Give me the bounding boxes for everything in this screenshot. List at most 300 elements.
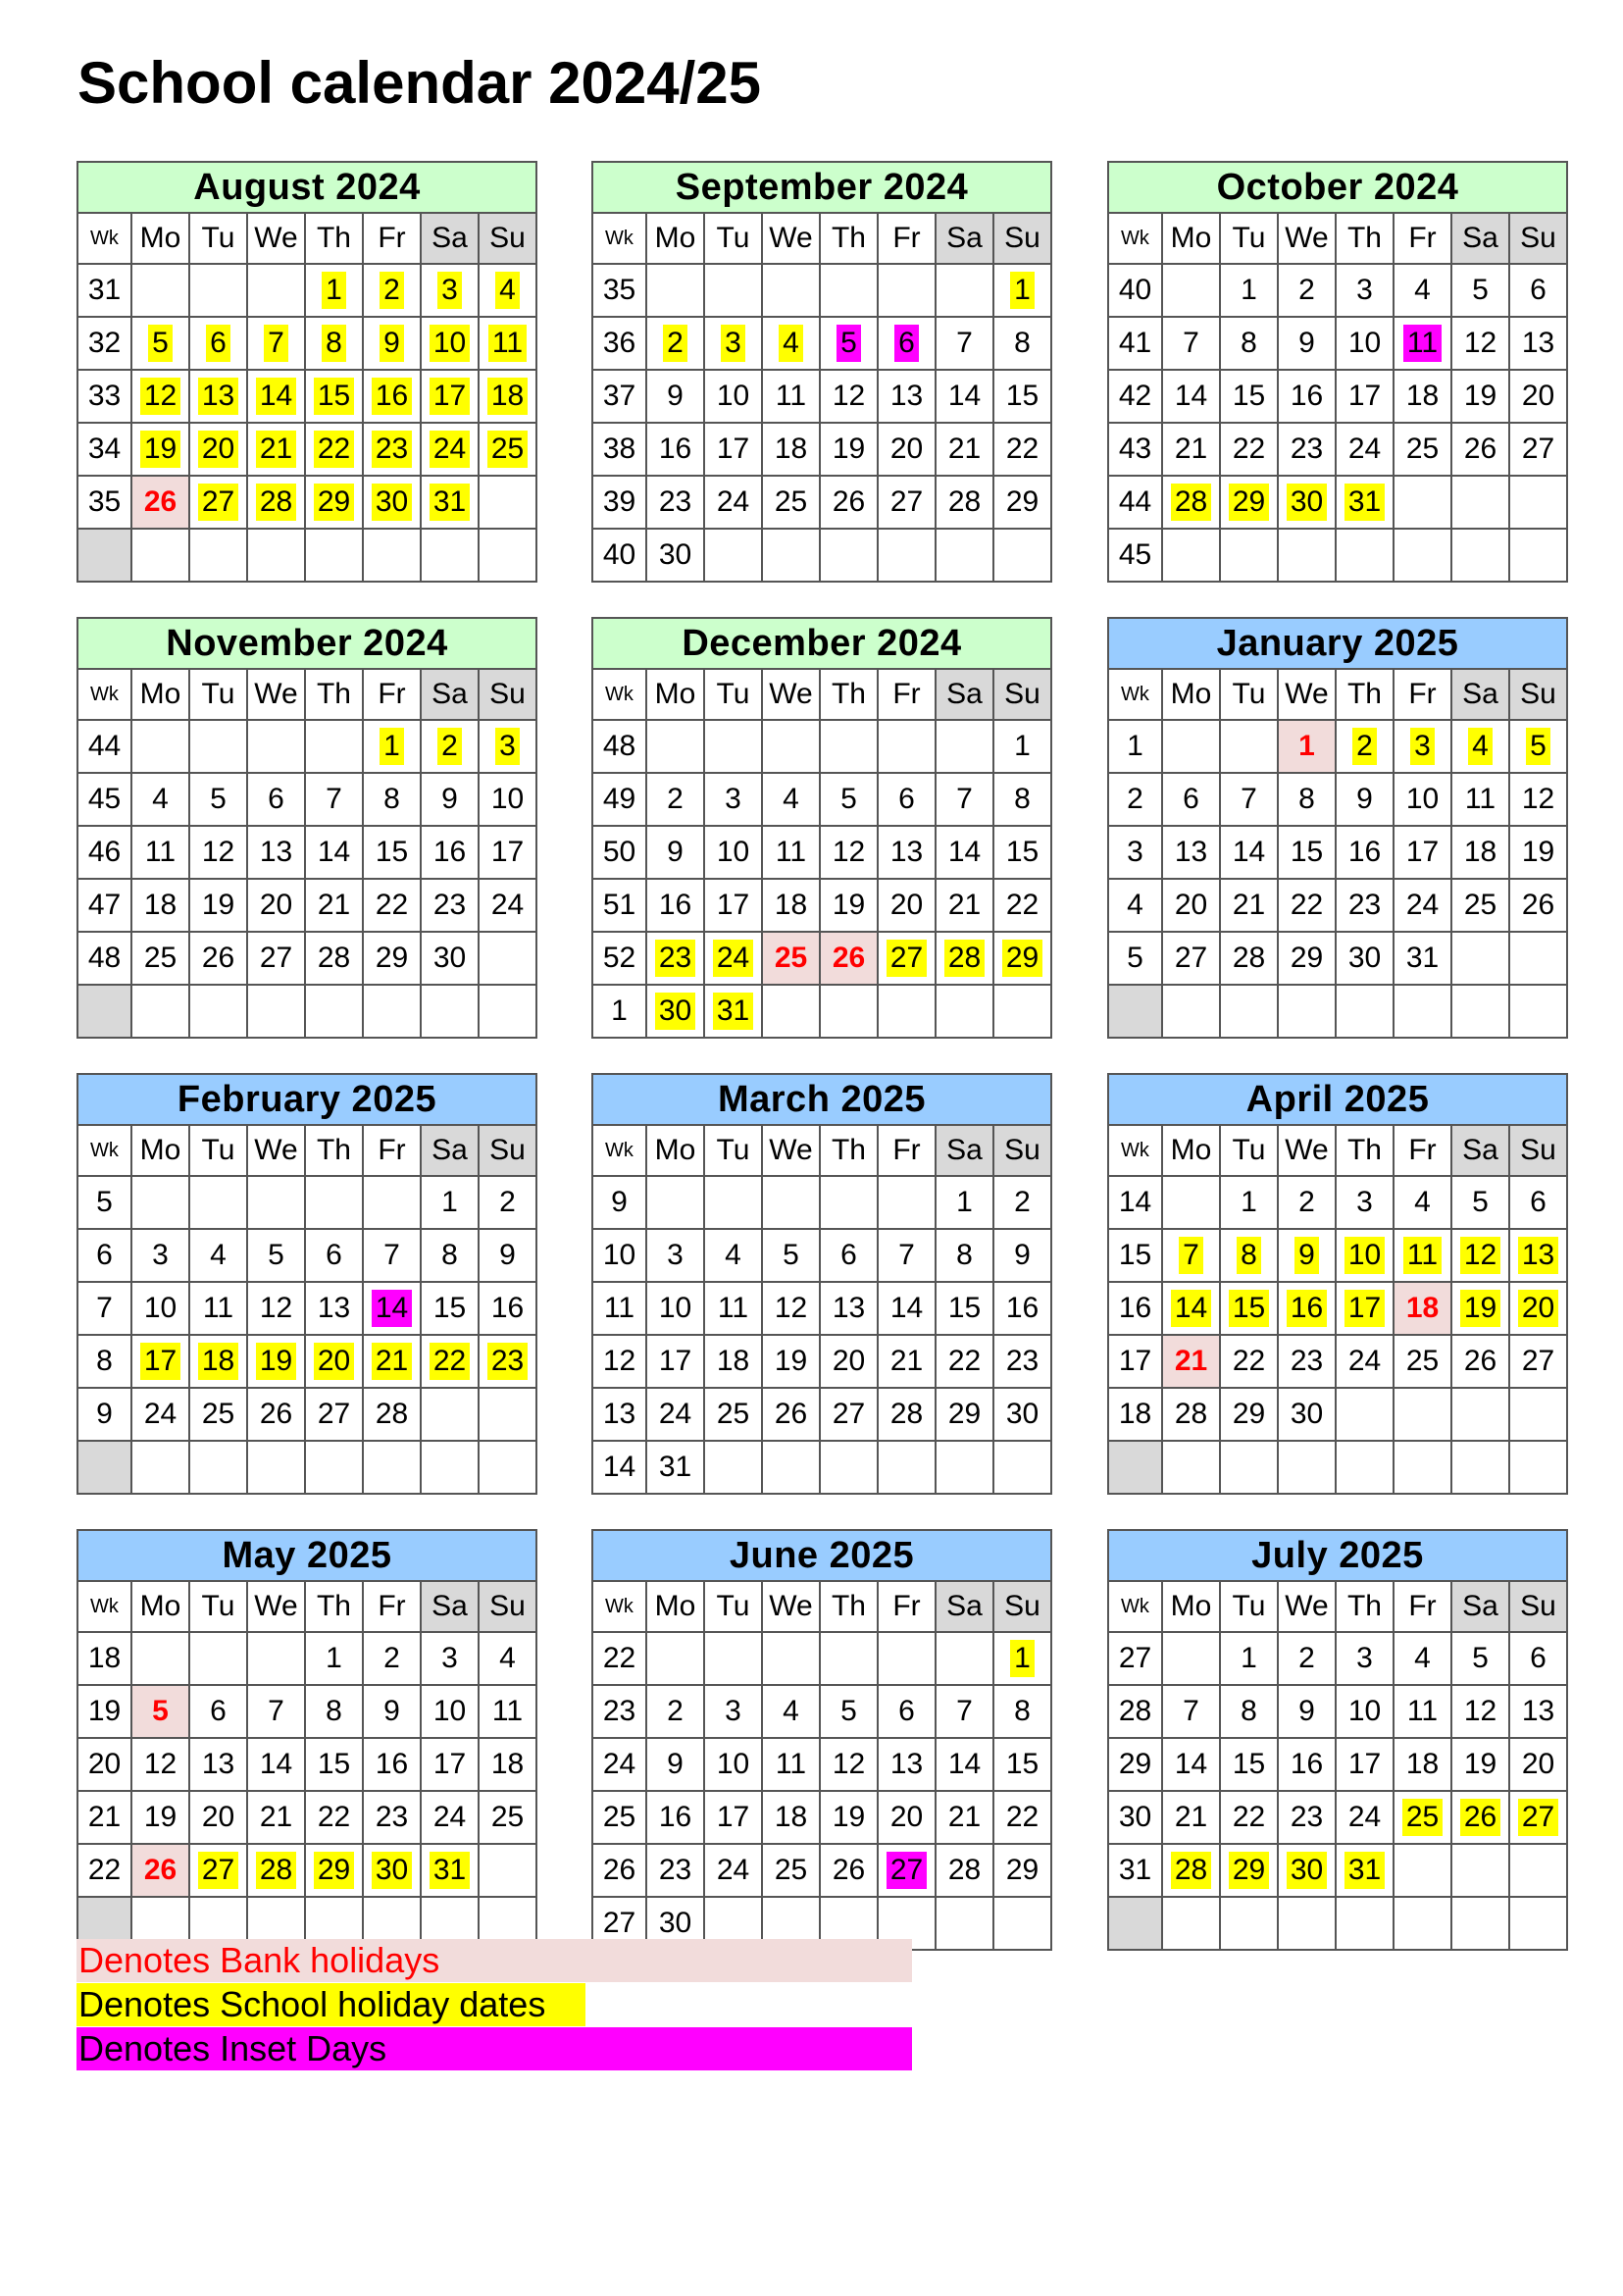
date: 5 [840,783,857,815]
day-cell [131,1335,189,1388]
day-header: We [1278,213,1336,264]
date: 30 [432,942,467,974]
day-cell [305,1335,363,1388]
day-header: Th [820,1125,878,1176]
day-cell [131,1282,189,1335]
day-cell [189,476,247,529]
day-cell [704,264,762,317]
day-cell [704,1229,762,1282]
day-cell [189,1738,247,1791]
day-cell [1451,476,1509,529]
date: 9 [499,1239,516,1271]
week-number: 25 [592,1791,646,1844]
date: 15 [317,1748,351,1780]
legend-school-holidays: Denotes School holiday dates [76,1983,585,2026]
day-header: Th [820,213,878,264]
week-row [77,1685,536,1738]
day-cell [1336,1441,1394,1494]
day-cell [363,1441,421,1494]
school-holiday-date: 16 [372,378,412,415]
week-number: 40 [1108,264,1162,317]
week-number: 15 [1108,1229,1162,1282]
date: 26 [1463,433,1497,465]
day-cell [1220,370,1278,423]
day-cell [479,1335,536,1388]
day-cell [1451,423,1509,476]
week-number: 45 [77,773,131,826]
school-holiday-date: 8 [322,325,346,362]
date: 18 [1463,836,1497,868]
day-cell [189,317,247,370]
day-cell [479,1282,536,1335]
week-row [592,1844,1051,1897]
day-cell [704,317,762,370]
day-cell [363,773,421,826]
day-cell [820,264,878,317]
day-cell [421,370,479,423]
day-cell [1278,529,1336,582]
day-cell [1394,1897,1451,1950]
day-cell [762,1441,820,1494]
day-cell [189,1685,247,1738]
date: 26 [832,1854,866,1886]
day-cell [1509,1685,1567,1738]
date: 23 [1005,1345,1040,1377]
day-cell [993,932,1051,985]
date: 16 [1005,1292,1040,1324]
day-header: We [762,1581,820,1632]
day-cell [247,1282,305,1335]
day-cell [646,773,704,826]
day-cell [1278,1685,1336,1738]
day-cell [363,476,421,529]
day-cell [993,423,1051,476]
day-cell [820,1176,878,1229]
day-cell [247,1685,305,1738]
date: 16 [1347,836,1382,868]
day-cell [646,476,704,529]
date: 27 [889,485,924,518]
date: 23 [1290,1801,1324,1833]
date: 27 [1521,1345,1555,1377]
month-november-2024 [76,617,537,1039]
week-row [77,317,536,370]
week-number: 31 [1108,1844,1162,1897]
day-cell [421,720,479,773]
week-row [592,720,1051,773]
week-row [592,264,1051,317]
day-cell [878,1282,936,1335]
date: 11 [717,1292,749,1324]
day-header: Fr [1394,213,1451,264]
month-may-2025 [76,1529,537,1951]
week-number: 9 [77,1388,131,1441]
day-cell [1509,317,1567,370]
day-cell [1394,476,1451,529]
day-cell [247,1229,305,1282]
day-cell [993,1844,1051,1897]
day-cell [936,1738,993,1791]
day-cell [762,1791,820,1844]
day-cell [479,1441,536,1494]
date: 4 [210,1239,227,1271]
day-cell [1394,1176,1451,1229]
school-holiday-date: 17 [430,378,470,415]
date: 19 [832,889,866,921]
day-cell [363,1738,421,1791]
day-cell [189,529,247,582]
day-header: Sa [421,669,479,720]
week-number: 22 [592,1632,646,1685]
week-number: 27 [592,1897,646,1950]
date: 11 [491,1695,524,1727]
day-cell [704,1685,762,1738]
date: 3 [1356,274,1373,306]
day-cell [1162,1685,1220,1738]
day-cell [820,476,878,529]
day-cell [1336,1685,1394,1738]
day-cell [762,1632,820,1685]
week-row [77,879,536,932]
date: 9 [1298,327,1315,359]
date: 25 [716,1398,750,1430]
date: 13 [889,836,924,868]
week-number: 20 [77,1738,131,1791]
day-cell [1162,932,1220,985]
date: 12 [1463,1695,1497,1727]
school-holiday-date: 11 [1403,1237,1442,1274]
day-cell [1336,370,1394,423]
date: 22 [1005,889,1040,921]
day-cell [363,1685,421,1738]
day-header: We [1278,1125,1336,1176]
day-cell [479,932,536,985]
day-cell [247,264,305,317]
day-cell [762,1176,820,1229]
date: 7 [956,783,973,815]
day-cell [1336,1844,1394,1897]
date: 23 [1347,889,1382,921]
date: 30 [1005,1398,1040,1430]
week-number: 26 [592,1844,646,1897]
day-cell [1220,317,1278,370]
day-cell [993,1388,1051,1441]
date: 25 [1405,1345,1440,1377]
week-row [592,985,1051,1038]
month-october-2024 [1107,161,1568,583]
week-row [592,1282,1051,1335]
day-cell [936,879,993,932]
day-cell [1162,476,1220,529]
bank-holiday-date: 5 [152,1695,169,1727]
day-cell [878,773,936,826]
school-holiday-date: 9 [1294,1237,1319,1274]
day-cell [421,826,479,879]
week-number: 24 [592,1738,646,1791]
school-holiday-date: 30 [655,993,695,1030]
day-cell [704,773,762,826]
date: 1 [1241,274,1257,306]
day-cell [247,879,305,932]
school-holiday-date: 12 [140,378,180,415]
day-cell [189,985,247,1038]
date: 12 [259,1292,293,1324]
date: 19 [774,1345,808,1377]
week-number: 49 [592,773,646,826]
day-cell [247,720,305,773]
date: 1 [1241,1186,1257,1218]
day-cell [878,1176,936,1229]
day-cell [1509,1282,1567,1335]
date: 20 [201,1801,235,1833]
school-holiday-date: 28 [256,1852,296,1889]
day-cell [363,1844,421,1897]
date: 22 [317,1801,351,1833]
day-cell [1451,1738,1509,1791]
date: 12 [1463,327,1497,359]
week-number: 41 [1108,317,1162,370]
day-cell [479,720,536,773]
day-cell [1220,1176,1278,1229]
week-number-header: Wk [77,213,131,264]
week-number: 6 [77,1229,131,1282]
date: 10 [1347,327,1382,359]
day-cell [1220,423,1278,476]
day-cell [1162,1335,1220,1388]
day-cell [131,1738,189,1791]
date: 3 [1356,1642,1373,1674]
day-cell [646,1176,704,1229]
date: 28 [375,1398,409,1430]
day-cell [1220,773,1278,826]
day-cell [189,826,247,879]
day-cell [878,1388,936,1441]
month-december-2024 [591,617,1052,1039]
day-cell [131,370,189,423]
week-row [1108,932,1567,985]
school-holiday-date: 15 [314,378,354,415]
school-holiday-date: 26 [1460,1799,1500,1836]
day-cell [762,932,820,985]
day-cell [131,1685,189,1738]
school-holiday-date: 22 [430,1343,470,1380]
date: 17 [716,889,750,921]
school-holiday-date: 24 [713,940,753,977]
day-header: Mo [131,1581,189,1632]
day-cell [1336,879,1394,932]
date: 22 [947,1345,982,1377]
day-cell [936,529,993,582]
date: 13 [201,1748,235,1780]
day-cell [189,1441,247,1494]
day-header: Tu [704,1125,762,1176]
date: 16 [658,889,692,921]
week-row [77,985,536,1038]
day-cell [421,1685,479,1738]
day-header: Fr [1394,1125,1451,1176]
date: 24 [1347,1345,1382,1377]
date: 14 [317,836,351,868]
day-cell [878,1335,936,1388]
school-holiday-date: 3 [437,272,462,309]
day-cell [421,1791,479,1844]
date: 5 [1472,1186,1489,1218]
day-cell [646,1844,704,1897]
date: 9 [383,1695,400,1727]
week-number: 8 [77,1335,131,1388]
date: 28 [947,1854,982,1886]
date: 22 [1232,1345,1266,1377]
day-cell [1451,264,1509,317]
day-cell [1336,1229,1394,1282]
day-cell [646,1229,704,1282]
school-holiday-date: 27 [198,484,238,521]
date: 7 [326,783,342,815]
date: 7 [383,1239,400,1271]
date: 6 [1530,1642,1547,1674]
day-cell [1220,1791,1278,1844]
day-header: Su [1509,669,1567,720]
day-header: Th [1336,1125,1394,1176]
date: 3 [725,783,741,815]
day-cell [1336,264,1394,317]
day-cell [421,476,479,529]
day-cell [1336,1738,1394,1791]
day-cell [1509,1844,1567,1897]
school-holiday-date: 10 [430,325,470,362]
date: 14 [947,836,982,868]
day-cell [820,370,878,423]
day-cell [820,1791,878,1844]
day-cell [1451,985,1509,1038]
day-header: Sa [421,1125,479,1176]
date: 21 [1174,433,1208,465]
date: 27 [1174,942,1208,974]
day-cell [936,423,993,476]
day-cell [421,423,479,476]
date: 10 [716,380,750,412]
date: 8 [1241,327,1257,359]
bank-holiday-date: 21 [1174,1345,1208,1377]
day-cell [820,879,878,932]
month-july-2025 [1107,1529,1568,1951]
date: 29 [1005,485,1040,518]
week-row [77,1282,536,1335]
date: 20 [1174,889,1208,921]
day-cell [363,826,421,879]
date: 5 [268,1239,284,1271]
day-cell [1220,932,1278,985]
day-header: Fr [878,213,936,264]
week-row [1108,1282,1567,1335]
day-cell [1336,1791,1394,1844]
day-cell [1220,529,1278,582]
date: 24 [716,1854,750,1886]
day-cell [1220,1844,1278,1897]
day-cell [479,985,536,1038]
date: 4 [725,1239,741,1271]
school-holiday-date: 27 [198,1852,238,1889]
week-number: 18 [1108,1388,1162,1441]
date: 22 [1232,433,1266,465]
day-cell [1162,985,1220,1038]
day-cell [1451,1441,1509,1494]
week-number-header: Wk [77,1581,131,1632]
month-title: November 2024 [77,618,536,669]
week-number-header: Wk [1108,669,1162,720]
school-holiday-date: 19 [1460,1290,1500,1327]
day-cell [762,879,820,932]
school-holiday-date: 4 [495,272,520,309]
day-cell [936,370,993,423]
week-number: 44 [1108,476,1162,529]
day-cell [1278,985,1336,1038]
date: 9 [667,1748,684,1780]
school-holiday-date: 1 [380,728,404,765]
date: 15 [1232,1748,1266,1780]
week-number: 39 [592,476,646,529]
day-header: Sa [1451,669,1509,720]
date: 11 [775,380,807,412]
week-row [77,826,536,879]
month-title: March 2025 [592,1074,1051,1125]
day-cell [1220,264,1278,317]
day-cell [820,1844,878,1897]
date: 6 [210,1695,227,1727]
day-cell [1162,1441,1220,1494]
date: 28 [889,1398,924,1430]
day-cell [421,1388,479,1441]
week-row [592,1738,1051,1791]
day-cell [131,1229,189,1282]
day-cell [646,423,704,476]
date: 22 [1232,1801,1266,1833]
day-cell [878,826,936,879]
date: 9 [667,380,684,412]
school-holiday-date: 25 [1402,1799,1443,1836]
day-cell [878,1791,936,1844]
day-cell [1394,264,1451,317]
day-cell [421,1844,479,1897]
day-cell [1278,423,1336,476]
day-cell [1451,1282,1509,1335]
date: 4 [783,783,799,815]
day-cell [131,317,189,370]
date: 23 [375,1801,409,1833]
day-header: Su [993,669,1051,720]
week-number: 13 [592,1388,646,1441]
day-cell [1394,1844,1451,1897]
day-cell [1162,1738,1220,1791]
day-cell [1278,1844,1336,1897]
date: 2 [499,1186,516,1218]
date: 26 [1521,889,1555,921]
day-cell [820,773,878,826]
week-row [592,1176,1051,1229]
date: 10 [143,1292,178,1324]
day-cell [305,1282,363,1335]
day-header: Th [305,1581,363,1632]
day-cell [1509,1738,1567,1791]
school-holiday-date: 13 [1518,1237,1558,1274]
day-cell [878,1844,936,1897]
date: 2 [383,1642,400,1674]
date: 2 [1298,1186,1315,1218]
date: 14 [1174,380,1208,412]
day-header: Tu [1220,1581,1278,1632]
day-cell [704,1176,762,1229]
date: 5 [783,1239,799,1271]
